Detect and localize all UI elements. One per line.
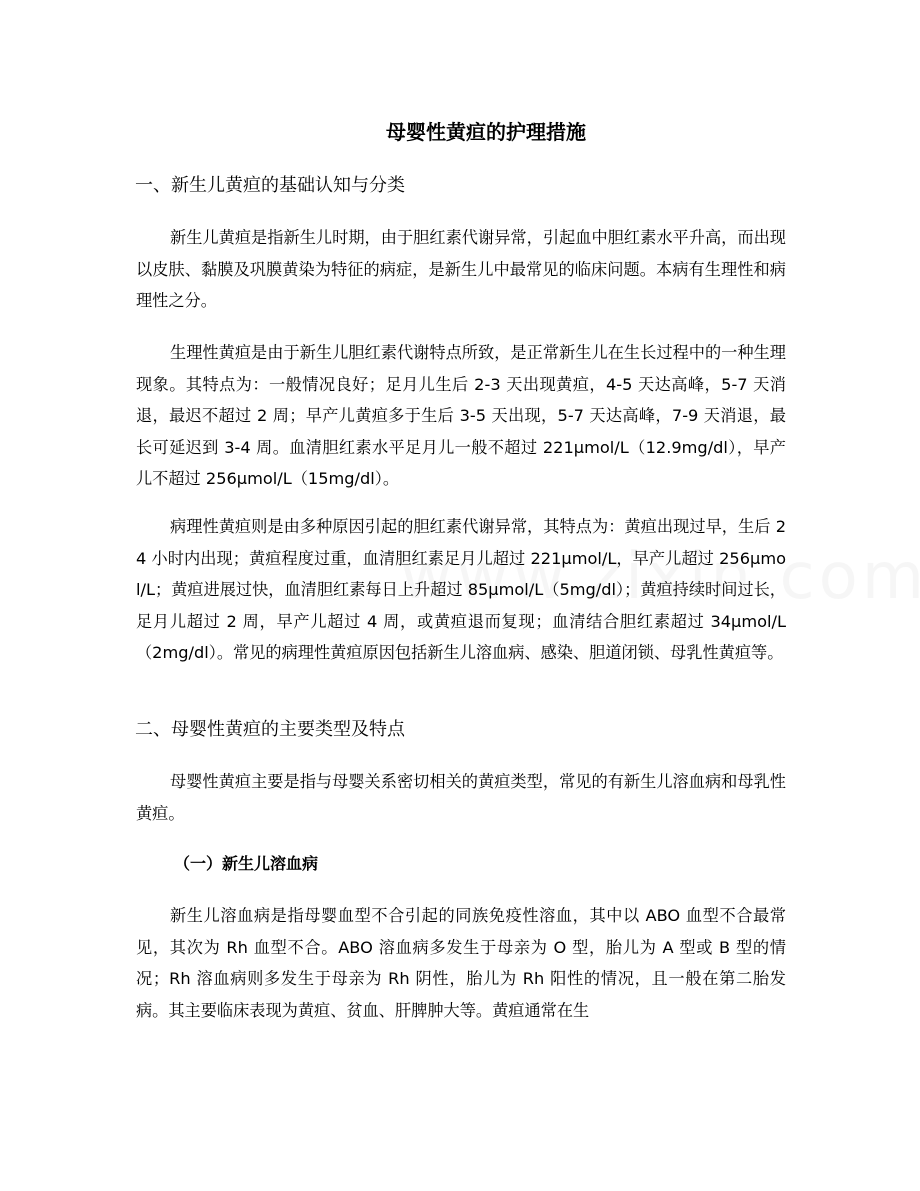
- paragraph-maternal-infant-jaundice: 母婴性黄疸主要是指与母婴关系密切相关的黄疸类型，常见的有新生儿溶血病和母乳性黄疸。: [136, 772, 786, 823]
- paragraph-physiological-jaundice: 生理性黄疸是由于新生儿胆红素代谢特点所致，是正常新生儿在生长过程中的一种生理现象。其特点为：一般情况良好；足月儿生后 2-3 天出现黄疸，4-5 天达高峰，5-7 天消退，最迟不超过 2 周；早产儿黄疸多于生后 3-5 天出现，5-7 天达高峰，7-9 天消退，最长可延迟到 3-4 周。血清胆红素水平足月儿一般不超过 221μmol/L（12.9mg/dl），早产儿不超过 256μmol/L（15mg/dl）。: [136, 343, 786, 488]
- paragraph-pathological-jaundice: 病理性黄疸则是由多种原因引起的胆红素代谢异常，其特点为：黄疸出现过早，生后 24 小时内出现；黄疸程度过重，血清胆红素足月儿超过 221μmol/L，早产儿超过 256μmol/L；黄疸进展过快，血清胆红素每日上升超过 85μmol/L（5mg/dl）；黄疸持续时间过长，足月儿超过 2 周，早产儿超过 4 周，或黄疸退而复现；血清结合胆红素超过 34μmol/L（2mg/dl）。常见的病理性黄疸原因包括新生儿溶血病、感染、胆道闭锁、母乳性黄疸等。: [136, 517, 786, 662]
- section-heading-1: 一、新生儿黄疸的基础认知与分类: [135, 175, 405, 196]
- section-heading-2: 二、母婴性黄疸的主要类型及特点: [135, 719, 405, 740]
- document-title: 母婴性黄疸的护理措施: [386, 120, 586, 144]
- paragraph-jaundice-definition: 新生儿黄疸是指新生儿时期，由于胆红素代谢异常，引起血中胆红素水平升高，而出现以皮肤、黏膜及巩膜黄染为特征的病症，是新生儿中最常见的临床问题。本病有生理性和病理性之分。: [136, 228, 786, 310]
- subsection-heading-hemolytic-disease: （一）新生儿溶血病: [174, 854, 319, 873]
- paragraph-hemolytic-disease: 新生儿溶血病是指母婴血型不合引起的同族免疫性溶血，其中以 ABO 血型不合最常见，其次为 Rh 血型不合。ABO 溶血病多发生于母亲为 O 型，胎儿为 A 型或 B 型的情况；Rh 溶血病则多发生于母亲为 Rh 阴性，胎儿为 Rh 阳性的情况，且一般在第二胎发病。其主要临床表现为黄疸、贫血、肝脾肿大等。黄疸通常在生: [136, 906, 786, 1020]
